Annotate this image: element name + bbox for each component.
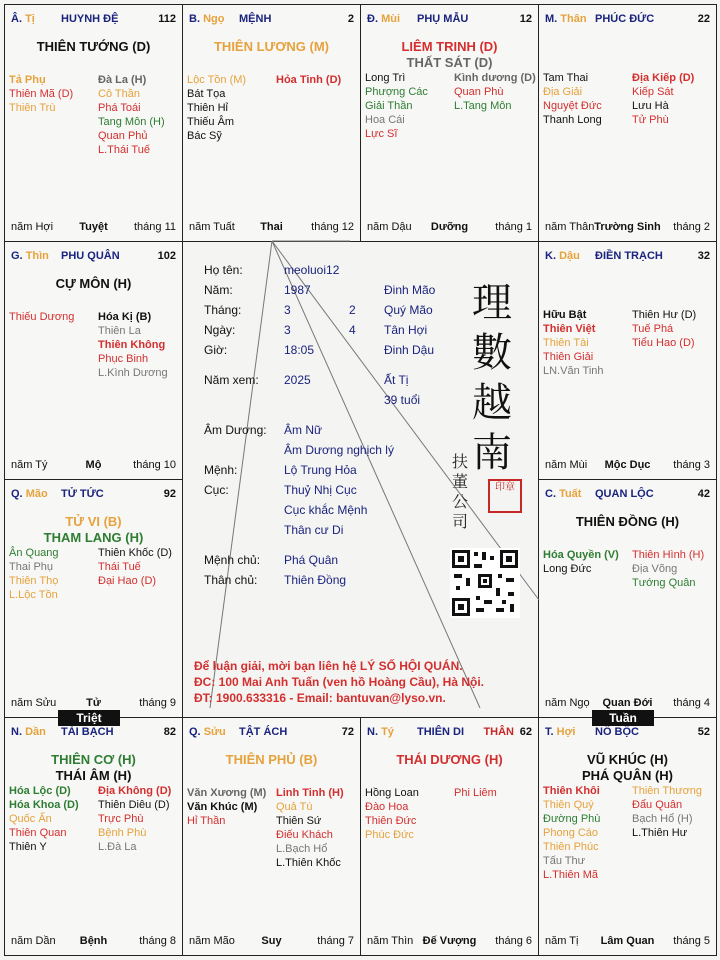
minor-star: Hồng Loan (365, 787, 419, 799)
branch-letter: M. (545, 13, 558, 25)
minor-star: L.Đà La (98, 841, 137, 853)
minor-star: Nguyệt Đức (543, 100, 602, 112)
month-can-chi: Quý Mão (384, 303, 433, 317)
element-value: Thuỷ Nhị Cục (284, 483, 357, 497)
body-lord-label: Thân chủ: (204, 573, 258, 587)
minor-star: Hóa Khoa (D) (9, 799, 79, 811)
minor-star: Văn Khúc (M) (187, 801, 258, 813)
minor-star: Quốc Ấn (9, 813, 52, 825)
minor-star: Hỏa Tinh (D) (276, 74, 342, 86)
triet-badge: Triệt (58, 710, 120, 726)
branch-letter: Â. (11, 13, 22, 25)
branch-letter: G. (11, 250, 23, 262)
palace-number: 72 (341, 726, 354, 738)
major-star: LIÊM TRINH (D) (401, 39, 498, 54)
minor-star: Tam Thai (543, 72, 589, 84)
major-star: VŨ KHÚC (H) (587, 752, 668, 767)
footer-month: tháng 3 (673, 459, 710, 471)
minor-star: Thiên Quan (9, 827, 67, 839)
minor-star: LN.Văn Tinh (543, 365, 604, 377)
major-star: THIÊN TƯỚNG (D) (36, 39, 151, 54)
branch-name: Sửu (203, 726, 226, 738)
footer-stage: Mộc Dục (604, 459, 651, 471)
branch-name: Tị (25, 13, 35, 25)
minor-star: Thái Tuế (98, 561, 141, 573)
year-can-chi: Đinh Mão (384, 283, 436, 297)
footer-month: tháng 10 (133, 459, 176, 471)
day-label: Ngày: (204, 323, 236, 337)
footer-year: năm Mão (189, 935, 235, 947)
footer-month: tháng 9 (139, 697, 176, 709)
tuan-badge: Tuần (592, 710, 654, 726)
minor-star: Tướng Quân (632, 577, 696, 589)
minor-star: Lưu Hà (632, 100, 669, 112)
branch-name: Tuất (559, 488, 582, 500)
minor-star: Thiên Mã (D) (9, 88, 74, 100)
day-value: 3 (284, 323, 291, 337)
footer-month: tháng 8 (139, 935, 176, 947)
logo-char-2: 數 (472, 330, 512, 376)
footer-month: tháng 2 (673, 221, 710, 233)
major-star: THIÊN LƯƠNG (M) (213, 39, 330, 54)
minor-star: Hoa Cái (365, 114, 405, 126)
minor-star: Thiên Thương (632, 785, 703, 797)
minor-star: Thiên Khôi (543, 785, 600, 797)
minor-star: Thiên Y (9, 841, 47, 853)
minor-star: Địa Kiếp (D) (632, 72, 695, 84)
footer-year: năm Ngọ (545, 697, 590, 709)
major-star: THIÊN ĐỒNG (H) (575, 514, 680, 529)
qr-code-icon[interactable] (450, 548, 520, 618)
footer-stage: Trường Sinh (594, 221, 661, 233)
minor-star: Lộc Tồn (M) (187, 74, 247, 86)
minor-star: L.Thiên Mã (543, 869, 599, 881)
footer-year: năm Tý (11, 459, 48, 471)
minor-star: Bát Tọa (187, 88, 226, 100)
hour-can-chi: Đinh Dậu (384, 343, 435, 357)
body-lord-value: Thiên Đồng (284, 573, 347, 587)
minor-star: Thanh Long (543, 114, 602, 126)
month-label: Tháng: (204, 303, 242, 317)
minor-star: Phục Binh (98, 353, 149, 365)
palace-number: 102 (157, 250, 176, 262)
contact-address: ĐC: 100 Mai Anh Tuấn (ven hồ Hoàng Cầu), Hà Nội. (194, 675, 485, 689)
yin-yang-note: Âm Dương nghịch lý (284, 443, 394, 457)
minor-star: Thiếu Dương (9, 311, 75, 323)
minor-star: Giải Thần (365, 100, 413, 112)
footer-stage: Tử (86, 697, 101, 709)
yin-yang-label: Âm Dương: (204, 423, 267, 437)
day-can-chi: Tân Hợi (384, 323, 428, 337)
palace-number: 92 (163, 488, 176, 500)
footer-stage: Mộ (85, 459, 102, 471)
branch-letter: N. (11, 726, 22, 738)
destiny-lord-label: Mệnh chủ: (204, 553, 261, 567)
footer-month: tháng 6 (495, 935, 532, 947)
logo-small-4: 司 (452, 512, 469, 531)
palace-number: 2 (347, 13, 354, 25)
palace-name: TỬ TỨC (61, 488, 104, 500)
footer-year: năm Sửu (11, 697, 57, 709)
minor-star: Địa Võng (632, 563, 678, 575)
hour-label: Giờ: (204, 343, 228, 357)
footer-month: tháng 5 (673, 935, 710, 947)
minor-star: Thiên Đức (365, 815, 417, 827)
minor-star: Quan Phù (454, 86, 504, 98)
major-star: THIÊN CƠ (H) (51, 752, 136, 767)
minor-star: Đẩu Quân (632, 799, 683, 811)
minor-star: Hóa Lộc (D) (9, 785, 71, 797)
element-label: Cục: (204, 483, 229, 497)
minor-star: L.Kình Dương (98, 367, 168, 379)
minor-star: Hỉ Thần (187, 815, 226, 827)
minor-star: Tử Phù (632, 114, 669, 126)
logo-char-3: 越 (472, 380, 512, 426)
palace-name: TẬT ÁCH (239, 726, 288, 738)
minor-star: L.Tang Môn (454, 100, 512, 112)
minor-star: Long Trì (365, 72, 406, 84)
palace-name: TÀI BẠCH (61, 726, 114, 738)
name-label: Họ tên: (204, 263, 243, 277)
footer-year: năm Thân (545, 221, 595, 233)
footer-year: năm Tị (545, 935, 579, 947)
view-year-value: 2025 (284, 373, 311, 387)
minor-star: Hóa Kị (B) (98, 311, 152, 323)
footer-year: năm Thìn (367, 935, 414, 947)
footer-stage: Suy (261, 935, 282, 947)
element-note-2: Thân cư Di (284, 523, 344, 537)
logo-char-4: 南 (472, 430, 512, 476)
footer-year: năm Dậu (367, 221, 412, 233)
hour-value: 18:05 (284, 343, 315, 357)
name-value: meoluoi12 (284, 263, 340, 277)
minor-star: Bệnh Phù (98, 827, 147, 839)
minor-star: L.Lộc Tồn (9, 589, 58, 601)
palace-name: MỆNH (239, 13, 272, 25)
minor-star: Phượng Các (365, 86, 428, 98)
body-marker: THÂN (483, 726, 514, 738)
major-star: PHÁ QUÂN (H) (582, 768, 673, 783)
minor-star: Tuế Phá (632, 323, 674, 335)
yin-yang-value: Âm Nữ (284, 423, 323, 437)
minor-star: Thiên Diêu (D) (98, 799, 170, 811)
major-star: CỰ MÔN (H) (55, 276, 132, 291)
minor-star: Đại Hao (D) (98, 575, 157, 587)
contact-line-1: Để luận giải, mời bạn liên hệ LÝ SỐ HỘI QUÁN. (194, 659, 463, 673)
minor-star: L.Bạch Hổ (276, 843, 328, 855)
branch-letter: K. (545, 250, 556, 262)
minor-star: Linh Tinh (H) (276, 787, 344, 799)
footer-stage: Đế Vượng (422, 935, 477, 947)
branch-name: Mão (25, 488, 48, 500)
minor-star: Địa Giải (543, 86, 583, 98)
logo-small-3: 公 (452, 492, 469, 511)
center-info-panel (182, 241, 539, 718)
palace-number: 62 (519, 726, 532, 738)
minor-star: Phong Cáo (543, 827, 599, 839)
minor-star: Đường Phù (543, 813, 601, 825)
minor-star: Thiên La (98, 325, 141, 337)
minor-star: Điếu Khách (276, 829, 333, 841)
branch-name: Thân (560, 13, 587, 25)
minor-star: Trực Phù (98, 813, 144, 825)
minor-star: Văn Xương (M) (187, 787, 267, 799)
minor-star: Phá Toái (98, 102, 141, 114)
minor-star: Tả Phụ (9, 74, 46, 86)
palace-name: PHÚC ĐỨC (595, 13, 655, 25)
branch-name: Hợi (556, 726, 576, 738)
minor-star: Thiên Giải (543, 351, 594, 363)
year-value: 1987 (284, 283, 311, 297)
footer-year: năm Dần (11, 935, 56, 947)
minor-star: Quan Phủ (98, 130, 148, 142)
logo-char-1: 理 (472, 280, 512, 326)
minor-star: Lực Sĩ (365, 128, 398, 140)
month-lunar: 2 (349, 303, 356, 317)
month-value: 3 (284, 303, 291, 317)
major-star: THIÊN PHỦ (B) (225, 752, 318, 767)
minor-star: Ân Quang (9, 547, 59, 559)
minor-star: Bác Sỹ (187, 130, 222, 142)
year-label: Năm: (204, 283, 233, 297)
branch-letter: Q. (189, 726, 201, 738)
footer-stage: Thai (260, 221, 283, 233)
minor-star: Bạch Hổ (H) (632, 813, 693, 825)
footer-month: tháng 1 (495, 221, 532, 233)
day-lunar: 4 (349, 323, 356, 337)
minor-star: Quả Tú (276, 801, 313, 813)
element-note-1: Cục khắc Mệnh (284, 503, 368, 517)
minor-star: Tấu Thư (543, 855, 586, 867)
footer-year: năm Mùi (545, 459, 588, 471)
major-star: THÁI ÂM (H) (55, 768, 132, 783)
palace-number: 112 (158, 13, 176, 25)
destiny-value: Lộ Trung Hỏa (284, 463, 357, 477)
minor-star: Cô Thần (98, 88, 140, 100)
minor-star: Kình dương (D) (454, 72, 536, 84)
minor-star: Phi Liêm (454, 787, 497, 799)
destiny-lord-value: Phá Quân (284, 553, 339, 567)
minor-star: Thiên Không (98, 339, 166, 351)
branch-letter: T. (545, 726, 554, 738)
minor-star: Thiên Khốc (D) (98, 547, 172, 559)
palace-name: ĐIỀN TRẠCH (595, 250, 663, 262)
major-star: THÁI DƯƠNG (H) (396, 752, 503, 767)
palace-number: 52 (697, 726, 710, 738)
minor-star: Thiên Quý (543, 799, 594, 811)
minor-star: Thiên Việt (543, 323, 596, 335)
minor-star: L.Thiên Khốc (276, 857, 341, 869)
minor-star: Địa Không (D) (98, 785, 172, 797)
major-star: THAM LANG (H) (43, 530, 144, 545)
footer-month: tháng 12 (311, 221, 354, 233)
palace-name: THIÊN DI (417, 726, 465, 738)
palace-name: QUAN LỘC (595, 488, 654, 500)
branch-name: Dậu (559, 250, 580, 262)
branch-letter: N. (367, 726, 378, 738)
palace-name: PHỤ MẪU (417, 13, 469, 25)
footer-year: năm Hợi (11, 221, 54, 233)
footer-stage: Quan Đới (602, 697, 653, 709)
branch-name: Thìn (25, 250, 49, 262)
minor-star: Hữu Bật (543, 309, 587, 321)
minor-star: Long Đức (543, 563, 592, 575)
red-seal-stamp: 印章 (488, 479, 522, 513)
palace-name: HUYNH ĐỆ (61, 13, 119, 25)
age-value: 39 tuổi (384, 393, 421, 407)
minor-star: Phúc Đức (365, 829, 414, 841)
branch-letter: C. (545, 488, 556, 500)
palace-name: NÔ BỘC (595, 726, 639, 738)
minor-star: L.Thái Tuế (98, 144, 150, 156)
footer-month: tháng 7 (317, 935, 354, 947)
minor-star: Thiếu Âm (187, 116, 235, 128)
palace-number: 22 (697, 13, 710, 25)
logo-small-2: 董 (452, 472, 469, 491)
minor-star: Thiên Hình (H) (632, 549, 705, 561)
branch-letter: Đ. (367, 13, 378, 25)
footer-month: tháng 4 (673, 697, 710, 709)
footer-stage: Lâm Quan (600, 935, 655, 947)
palace-number: 42 (697, 488, 710, 500)
minor-star: Đào Hoa (365, 801, 409, 813)
minor-star: Đà La (H) (98, 74, 147, 86)
minor-star: Thai Phụ (9, 561, 54, 573)
branch-name: Ngọ (203, 13, 225, 25)
footer-month: tháng 11 (133, 221, 176, 233)
palace-number: 32 (697, 250, 710, 262)
minor-star: Thiên Hư (D) (632, 309, 697, 321)
minor-star: Thiên Tài (543, 337, 589, 349)
palace-name: PHU QUÂN (61, 250, 120, 262)
major-star: THẤT SÁT (D) (406, 55, 493, 70)
view-year-label: Năm xem: (204, 373, 259, 387)
contact-phone-email[interactable]: ĐT: 1900.633316 - Email: bantuvan@lyso.vn. (194, 691, 446, 705)
minor-star: L.Thiên Hư (632, 827, 688, 839)
branch-letter: Q. (11, 488, 23, 500)
minor-star: Kiếp Sát (632, 86, 674, 98)
minor-star: Thiên Sứ (276, 815, 322, 827)
minor-star: Tiểu Hao (D) (632, 337, 695, 349)
minor-star: Thiên Phúc (543, 841, 599, 853)
footer-stage: Dưỡng (430, 221, 469, 233)
branch-name: Dần (25, 726, 46, 738)
minor-star: Thiên Hỉ (187, 102, 228, 114)
major-star: TỬ VI (B) (65, 514, 122, 529)
branch-name: Mùi (381, 13, 401, 25)
logo-small-1: 扶 (452, 452, 469, 471)
minor-star: Thiên Trù (9, 102, 56, 114)
minor-star: Tang Môn (H) (98, 116, 165, 128)
palace-number: 12 (519, 13, 532, 25)
footer-year: năm Tuất (189, 221, 235, 233)
footer-stage: Tuyệt (79, 221, 108, 233)
minor-star: Thiên Thọ (9, 575, 59, 587)
view-year-can-chi: Ất Tị (384, 373, 409, 387)
minor-star: Hóa Quyền (V) (543, 549, 619, 561)
destiny-label: Mệnh: (204, 463, 238, 477)
palace-number: 82 (163, 726, 176, 738)
branch-letter: B. (189, 13, 200, 25)
branch-name: Tý (381, 726, 394, 738)
footer-stage: Bệnh (79, 935, 108, 947)
